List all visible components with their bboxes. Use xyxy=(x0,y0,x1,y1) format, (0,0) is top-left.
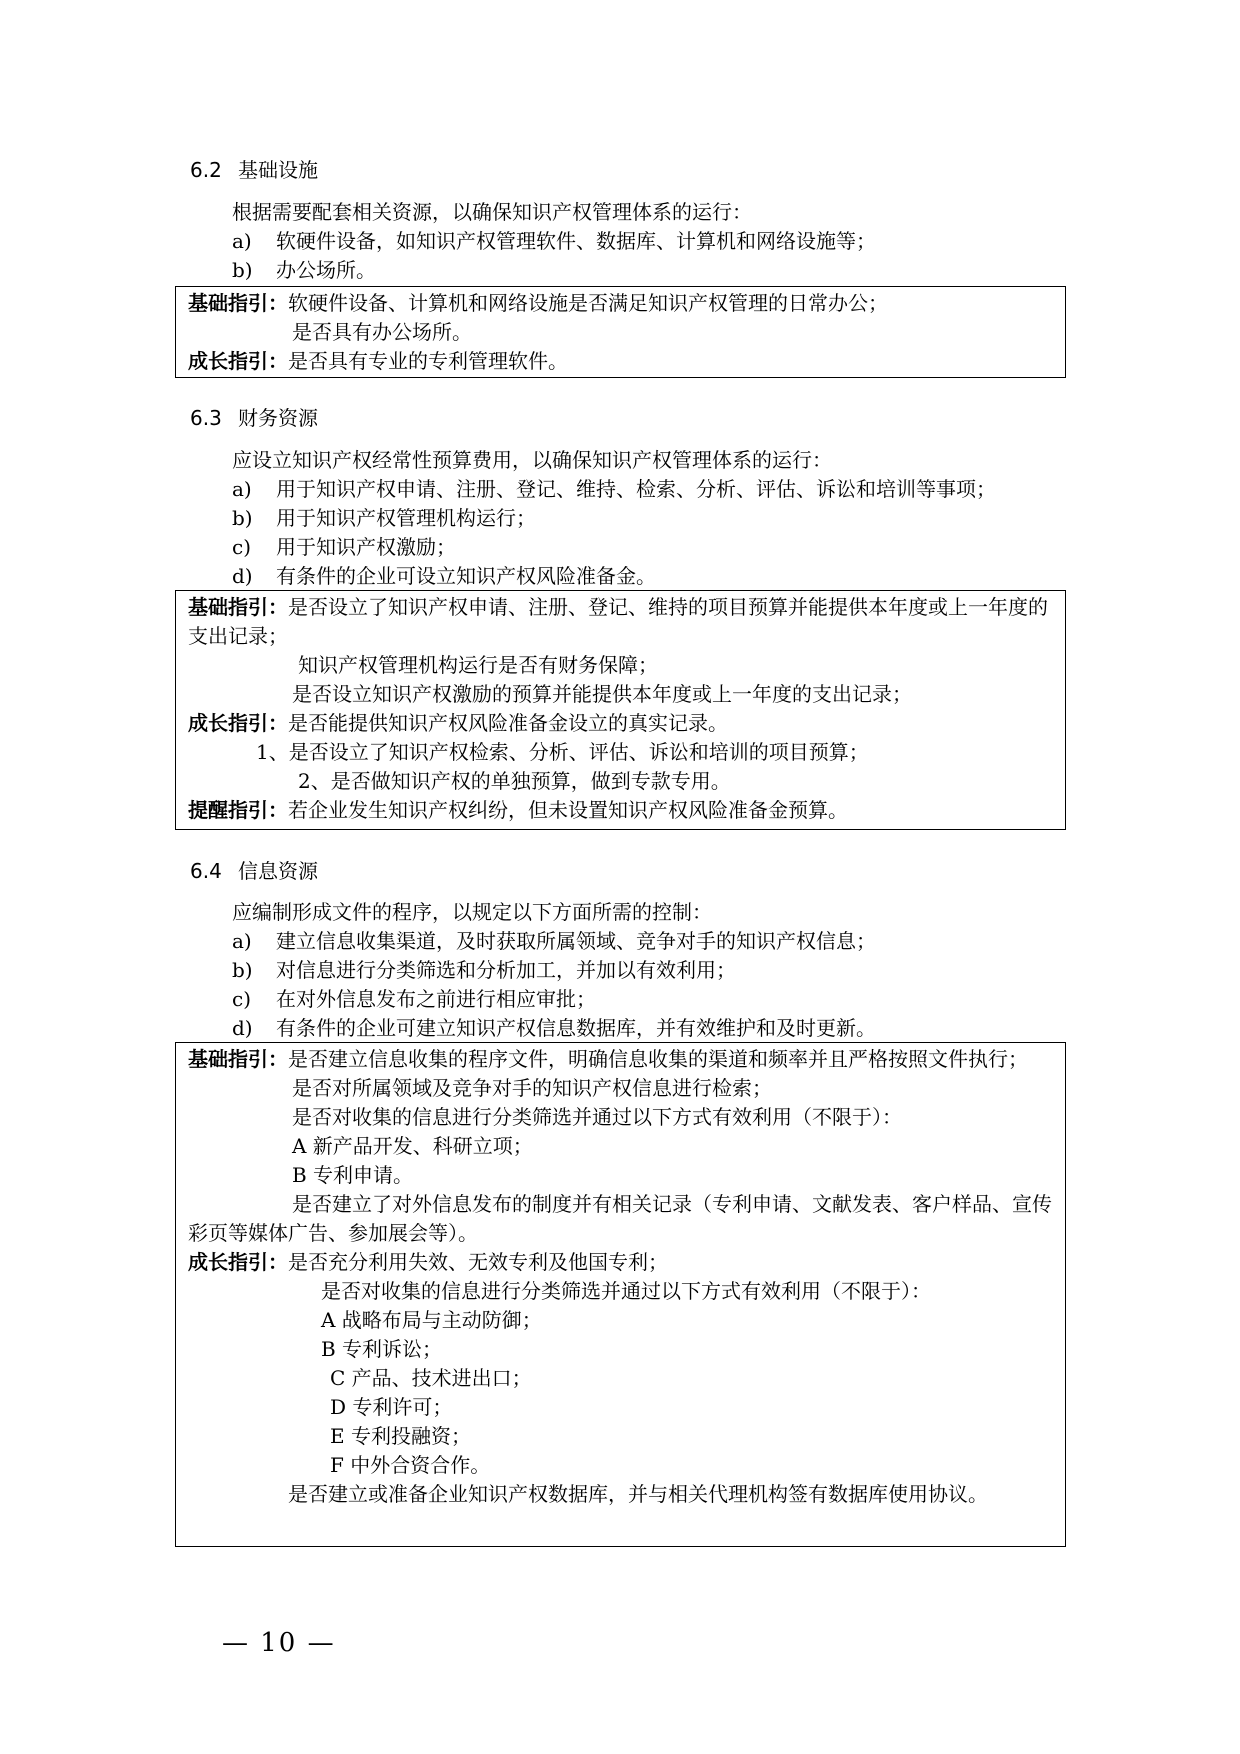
guide-text: 1、是否设立了知识产权检索、分析、评估、诉讼和培训的项目预算； xyxy=(256,740,869,764)
guide-text: 是否具有办公场所。 xyxy=(292,320,472,344)
guide-text: B 专利申请。 xyxy=(292,1163,414,1187)
list-item xyxy=(232,985,596,1014)
list-item xyxy=(232,533,456,562)
list-label: c) xyxy=(232,987,252,1011)
growth-guide-label: 成长指引： xyxy=(188,349,288,373)
basic-guide-label: 基础指引： xyxy=(188,1047,288,1071)
section-title: 财务资源 xyxy=(238,406,318,430)
section-heading-6-2 xyxy=(190,154,318,183)
list-text: 用于知识产权激励； xyxy=(276,535,456,559)
list-text: 建立信息收集渠道，及时获取所属领域、竞争对手的知识产权信息； xyxy=(276,929,876,953)
guide-box-6-3 xyxy=(175,590,1066,830)
guide-text: A 战略布局与主动防御； xyxy=(321,1308,542,1332)
list-text: 有条件的企业可设立知识产权风险准备金。 xyxy=(276,564,656,588)
guide-text: A 新产品开发、科研立项； xyxy=(292,1134,533,1158)
list-label: a) xyxy=(232,229,252,253)
growth-guide-label: 成长指引： xyxy=(188,711,288,735)
list-item xyxy=(232,504,536,533)
section-intro: 应设立知识产权经常性预算费用，以确保知识产权管理体系的运行： xyxy=(232,448,832,472)
section-title: 基础设施 xyxy=(238,158,318,182)
basic-guide-label: 基础指引： xyxy=(188,291,288,315)
guide-text: 是否具有专业的专利管理软件。 xyxy=(288,349,568,373)
list-item xyxy=(232,256,376,285)
list-text: 在对外信息发布之前进行相应审批； xyxy=(276,987,596,1011)
guide-box-6-2 xyxy=(175,286,1066,378)
list-item xyxy=(232,956,736,985)
list-item xyxy=(232,227,876,256)
guide-text: 是否建立信息收集的程序文件，明确信息收集的渠道和频率并且严格按照文件执行； xyxy=(288,1047,1028,1071)
guide-text: F 中外合资合作。 xyxy=(330,1453,491,1477)
list-item xyxy=(232,927,876,956)
list-text: 有条件的企业可建立知识产权信息数据库，并有效维护和及时更新。 xyxy=(276,1016,876,1040)
guide-text: 是否对收集的信息进行分类筛选并通过以下方式有效利用（不限于）： xyxy=(321,1279,931,1303)
guide-text: 软硬件设备、计算机和网络设施是否满足知识产权管理的日常办公； xyxy=(288,291,888,315)
list-label: b) xyxy=(232,506,253,530)
guide-text: E 专利投融资； xyxy=(330,1424,471,1448)
section-heading-6-3 xyxy=(190,402,318,431)
list-label: d) xyxy=(232,564,253,588)
list-label: a) xyxy=(232,477,252,501)
guide-text: 是否充分利用失效、无效专利及他国专利； xyxy=(288,1250,668,1274)
list-text: 软硬件设备，如知识产权管理软件、数据库、计算机和网络设施等； xyxy=(276,229,876,253)
list-label: b) xyxy=(232,958,253,982)
guide-text: 2、是否做知识产权的单独预算，做到专款专用。 xyxy=(298,769,731,793)
list-label: a) xyxy=(232,929,252,953)
list-text: 办公场所。 xyxy=(276,258,376,282)
guide-text: B 专利诉讼； xyxy=(321,1337,443,1361)
basic-guide-label: 基础指引： xyxy=(188,595,288,619)
guide-text: 是否设立知识产权激励的预算并能提供本年度或上一年度的支出记录； xyxy=(292,682,912,706)
guide-text: C 产品、技术进出口； xyxy=(330,1366,532,1390)
section-number: 6.3 xyxy=(190,406,222,430)
guide-text: 知识产权管理机构运行是否有财务保障； xyxy=(298,653,658,677)
section-title: 信息资源 xyxy=(238,859,318,883)
list-item xyxy=(232,1014,876,1043)
guide-text: D 专利许可； xyxy=(330,1395,453,1419)
section-intro: 应编制形成文件的程序，以规定以下方面所需的控制： xyxy=(232,900,712,924)
section-number: 6.2 xyxy=(190,158,222,182)
guide-text: 是否能提供知识产权风险准备金设立的真实记录。 xyxy=(288,711,728,735)
guide-text: 是否建立或准备企业知识产权数据库，并与相关代理机构签有数据库使用协议。 xyxy=(288,1482,988,1506)
section-heading-6-4 xyxy=(190,855,318,884)
list-item xyxy=(232,475,996,504)
guide-text: 若企业发生知识产权纠纷，但未设置知识产权风险准备金预算。 xyxy=(288,798,848,822)
remind-guide-label: 提醒指引： xyxy=(188,798,288,822)
page-number: — 10 — xyxy=(222,1628,336,1658)
guide-box-6-4 xyxy=(175,1042,1066,1547)
section-intro: 根据需要配套相关资源，以确保知识产权管理体系的运行： xyxy=(232,200,752,224)
guide-text: 是否对所属领域及竞争对手的知识产权信息进行检索； xyxy=(292,1076,772,1100)
growth-guide-label: 成长指引： xyxy=(188,1250,288,1274)
section-number: 6.4 xyxy=(190,859,222,883)
list-label: c) xyxy=(232,535,252,559)
guide-text: 是否建立了对外信息发布的制度并有相关记录（专利申请、文献发表、客户样品、宣传彩页等媒体广告、参加展会等）。 xyxy=(188,1192,1052,1245)
list-text: 对信息进行分类筛选和分析加工，并加以有效利用； xyxy=(276,958,736,982)
guide-text: 是否对收集的信息进行分类筛选并通过以下方式有效利用（不限于）： xyxy=(292,1105,902,1129)
list-text: 用于知识产权申请、注册、登记、维持、检索、分析、评估、诉讼和培训等事项； xyxy=(276,477,996,501)
list-text: 用于知识产权管理机构运行； xyxy=(276,506,536,530)
list-label: b) xyxy=(232,258,253,282)
guide-text: 是否设立了知识产权申请、注册、登记、维持的项目预算并能提供本年度或上一年度的支出记录； xyxy=(188,595,1048,648)
list-item xyxy=(232,562,656,591)
list-label: d) xyxy=(232,1016,253,1040)
